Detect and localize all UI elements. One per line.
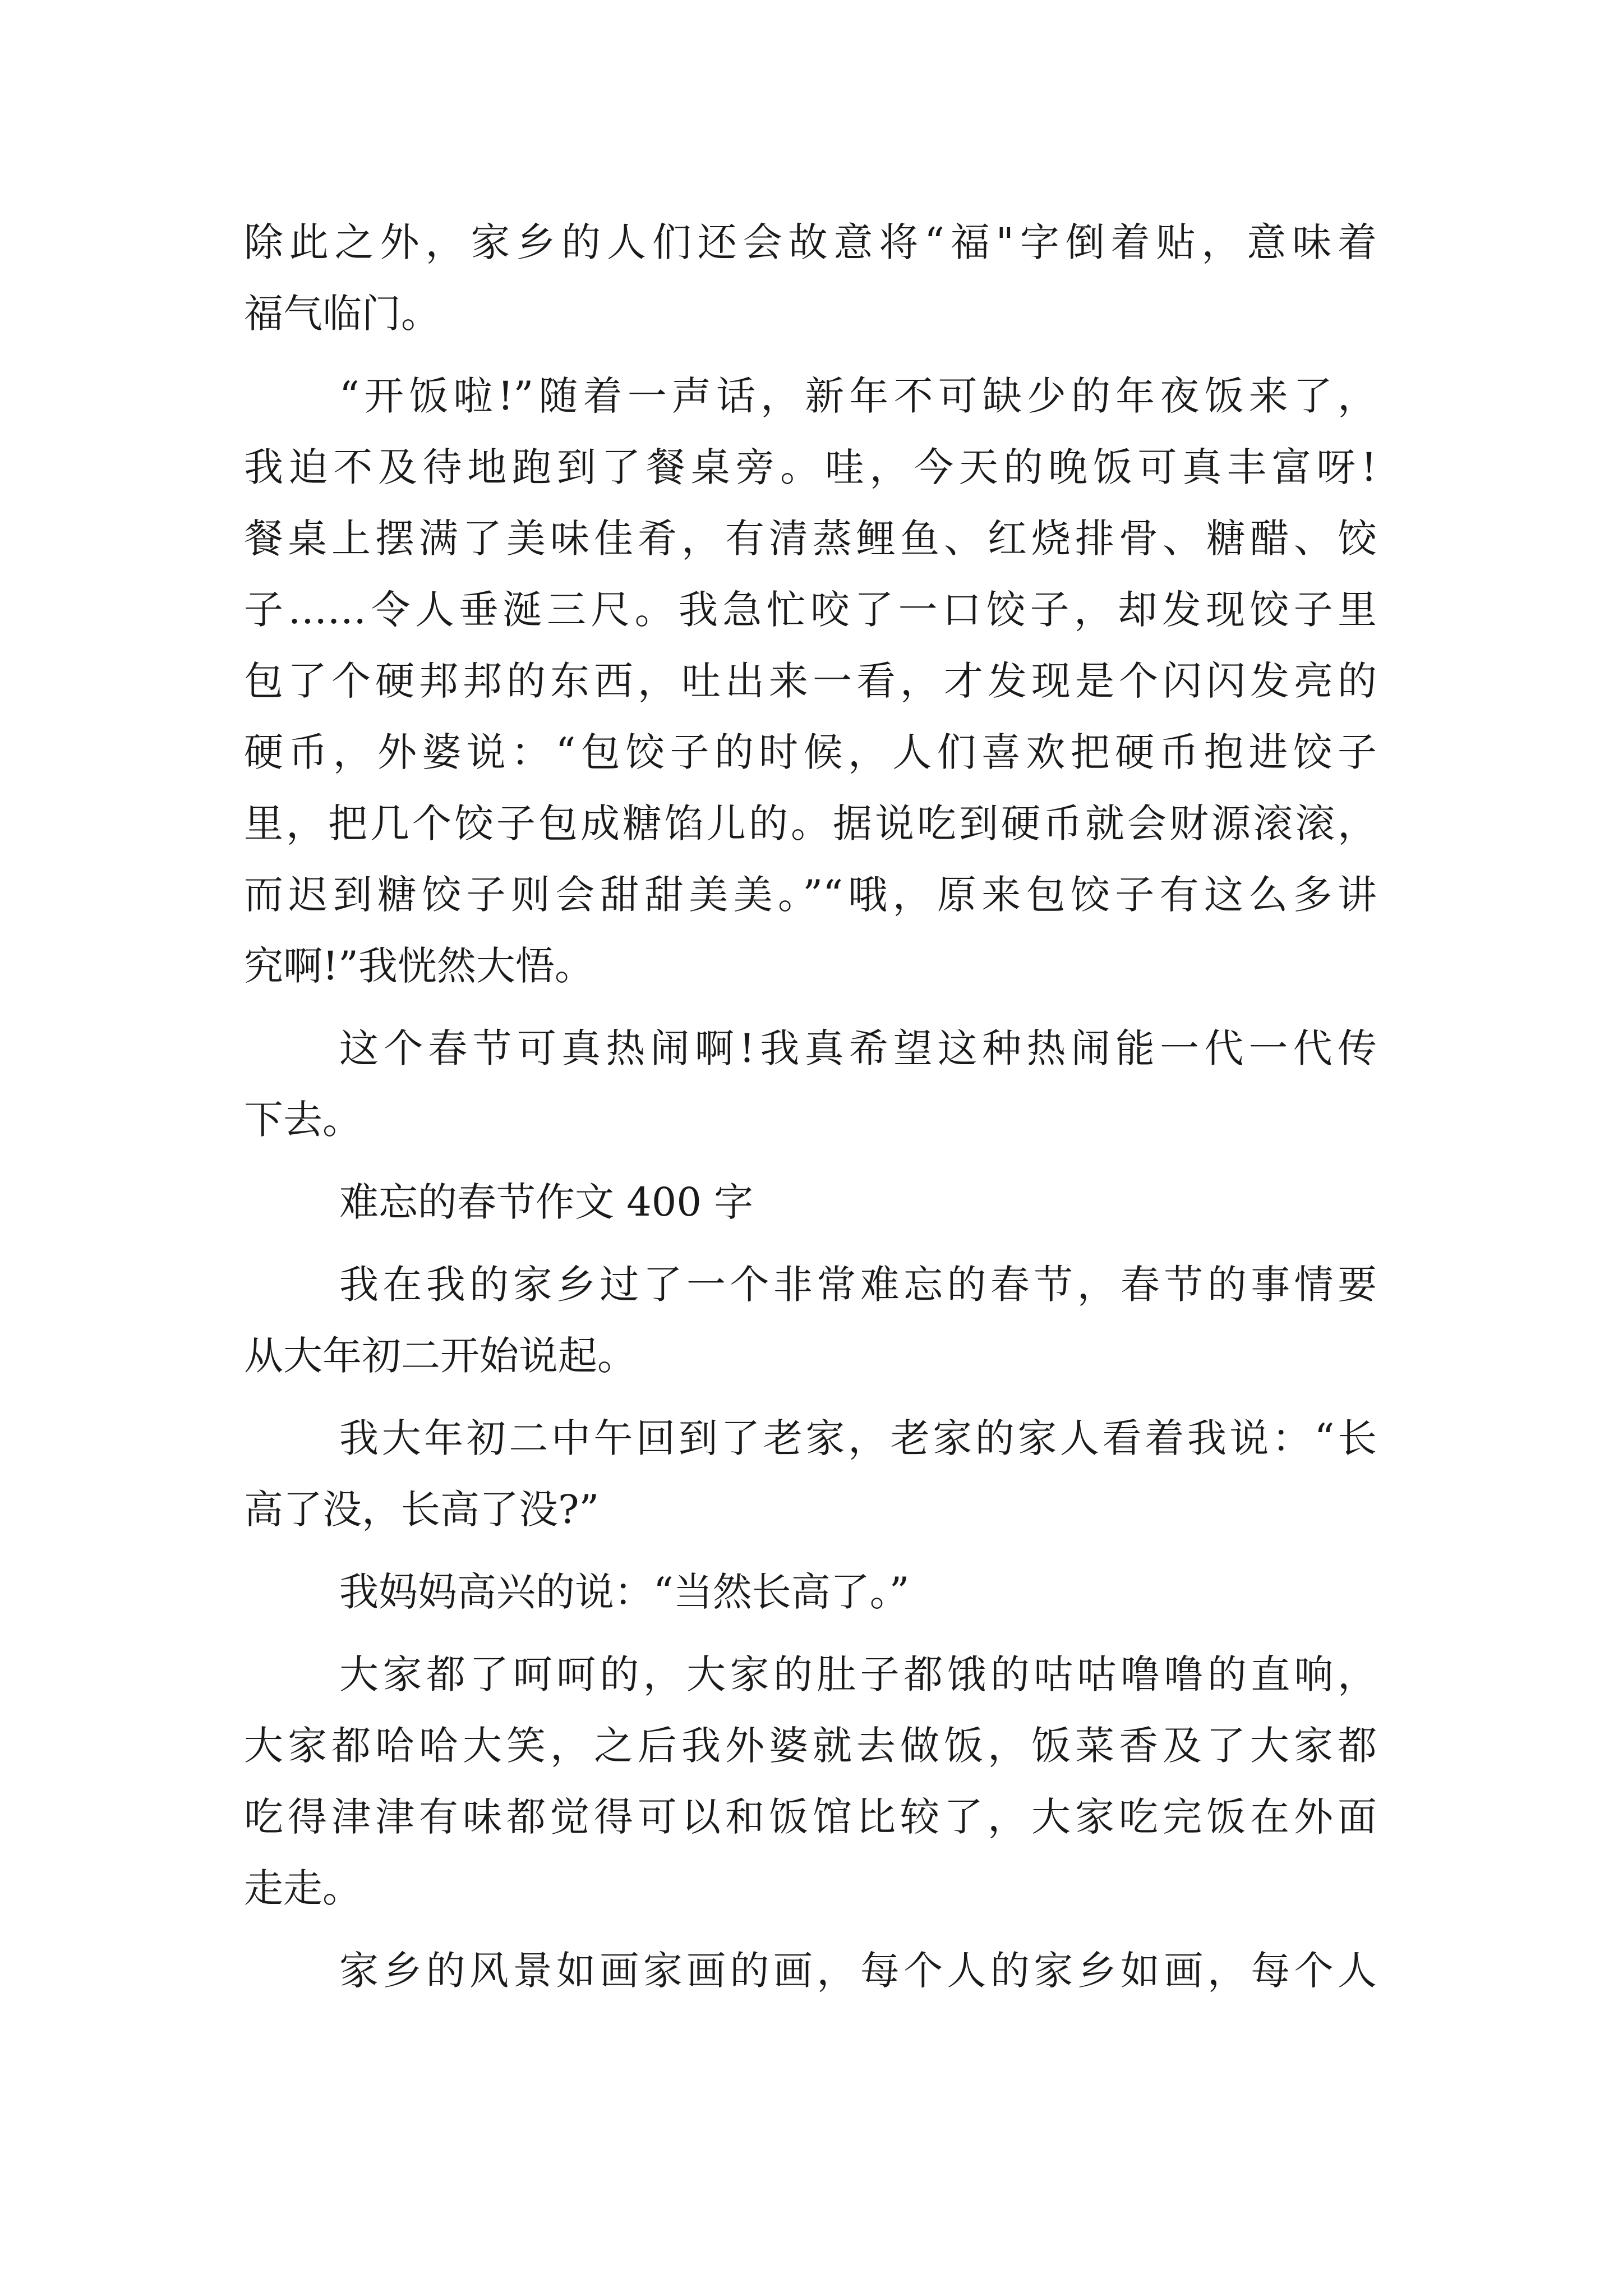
text-line: 究啊!”我恍然大悟。 <box>244 943 594 989</box>
text-line: 家乡的风景如画家画的画，每个人的家乡如画，每个人 <box>339 1948 1377 1994</box>
text-line: 走走。 <box>244 1865 362 1911</box>
text-line: 餐桌上摆满了美味佳肴，有清蒸鲤鱼、红烧排骨、糖醋、饺 <box>244 516 1377 562</box>
text-line: 我在我的家乡过了一个非常难忘的春节，春节的事情要 <box>339 1262 1377 1308</box>
text-line: 硬币，外婆说：“包饺子的时候，人们喜欢把硬币抱进饺子 <box>244 729 1377 775</box>
text-line: 从大年初二开始说起。 <box>244 1333 637 1379</box>
text-line: 大家都了呵呵的，大家的肚子都饿的咕咕噜噜的直响， <box>339 1651 1377 1697</box>
text-line: 我妈妈高兴的说：“当然长高了。” <box>339 1569 910 1615</box>
text-line: 而迟到糖饺子则会甜甜美美。”“哦，原来包饺子有这么多讲 <box>244 872 1377 918</box>
text-line: 我大年初二中午回到了老家，老家的家人看着我说：“长 <box>339 1415 1377 1461</box>
text-line: 包了个硬邦邦的东西，吐出来一看，才发现是个闪闪发亮的 <box>244 658 1377 704</box>
section-heading: 难忘的春节作文 400 字 <box>339 1179 754 1225</box>
text-line: 下去。 <box>244 1097 362 1143</box>
text-line: 里，把几个饺子包成糖馅儿的。据说吃到硬币就会财源滚滚， <box>244 800 1377 846</box>
text-line: 吃得津津有味都觉得可以和饭馆比较了，大家吃完饭在外面 <box>244 1794 1377 1840</box>
text-line: 子……令人垂涎三尺。我急忙咬了一口饺子，却发现饺子里 <box>244 587 1377 633</box>
text-line: 这个春节可真热闹啊!我真希望这种热闹能一代一代传 <box>339 1025 1377 1071</box>
text-line: 大家都哈哈大笑，之后我外婆就去做饭，饭菜香及了大家都 <box>244 1723 1377 1769</box>
text-line: 福气临门。 <box>244 291 440 337</box>
text-line: 除此之外，家乡的人们还会故意将“福"字倒着贴，意味着 <box>244 219 1377 265</box>
text-line: 高了没，长高了没?” <box>244 1487 600 1533</box>
text-line: “开饭啦!”随着一声话，新年不可缺少的年夜饭来了， <box>339 373 1377 419</box>
text-line: 我迫不及待地跑到了餐桌旁。哇，今天的晚饭可真丰富呀! <box>244 444 1377 490</box>
